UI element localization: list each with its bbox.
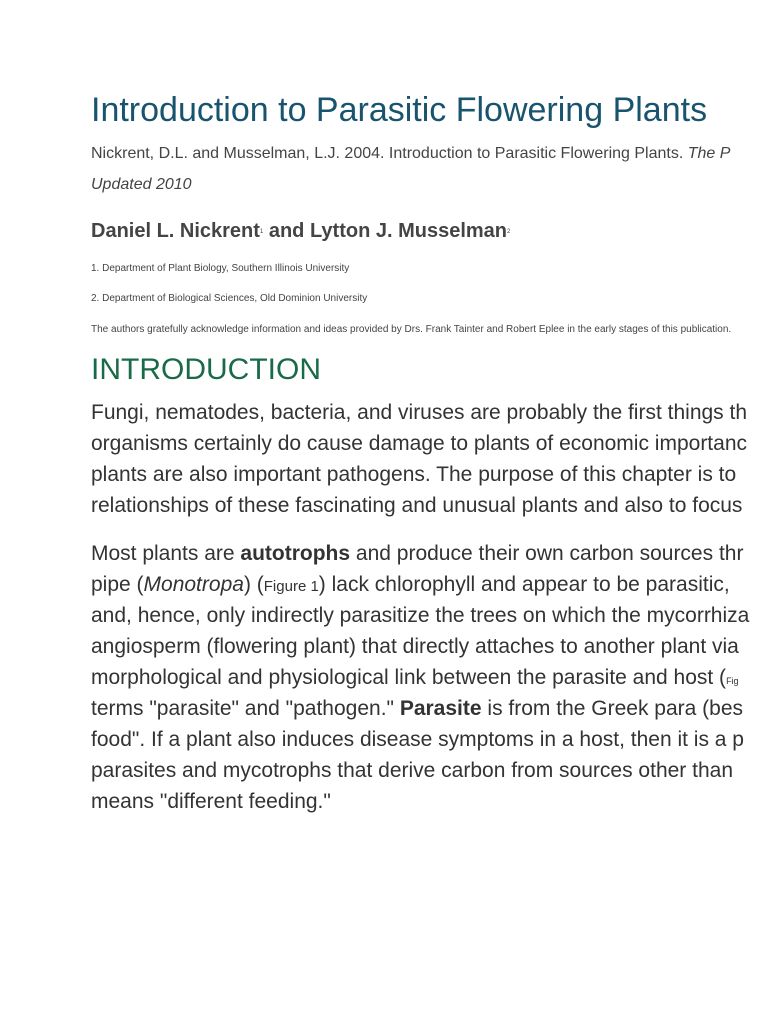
citation-journal: The P <box>687 145 731 162</box>
affiliation-2: 2. Department of Biological Sciences, Old Dominion University <box>91 293 368 304</box>
citation-text: Nickrent, D.L. and Musselman, L.J. 2004. Introduction to Parasitic Flowering Plants. <box>91 145 688 162</box>
page-title: Introduction to Parasitic Flowering Plants <box>91 91 708 129</box>
citation <box>91 142 730 166</box>
paragraph-line: food". If a plant also induces disease symptoms in a host, then it is a p <box>91 728 744 751</box>
paragraph-line: means "different feeding." <box>91 790 331 813</box>
paragraph-line: Fungi, nematodes, bacteria, and viruses are probably the first things th <box>91 401 748 424</box>
figure-1-link[interactable]: Figure 1 <box>263 578 319 595</box>
paragraph-line <box>91 693 749 724</box>
paragraph-1 <box>91 397 747 521</box>
author-2-affil-marker: 2 <box>507 229 511 235</box>
text-run: ) lack chlorophyll and appear to be parasitic, <box>318 573 730 596</box>
text-run: pipe ( <box>91 573 144 596</box>
text-run: morphological and physiological link between the parasite and host ( <box>91 666 727 689</box>
author-1: Daniel L. Nickrent <box>91 220 260 242</box>
acknowledgement: The authors gratefully acknowledge information and ideas provided by Drs. Frank Tainter and Robert Eplee in the early stages of this publication. <box>91 324 732 335</box>
paragraph-line <box>91 662 749 693</box>
paragraph-line: angiosperm (flowering plant) that directly attaches to another plant via <box>91 635 739 658</box>
paragraph-2 <box>91 538 749 817</box>
author-line <box>91 217 510 246</box>
section-heading-introduction: INTRODUCTION <box>91 353 321 386</box>
paragraph-line: plants are also important pathogens. The purpose of this chapter is to <box>91 463 737 486</box>
genus-monotropa: Monotropa <box>143 573 244 596</box>
updated-note: Updated 2010 <box>91 176 192 193</box>
text-run: ) ( <box>243 573 264 596</box>
author-1-affil-marker: 1 <box>259 229 264 235</box>
text-run: is from the Greek para (bes <box>481 697 743 720</box>
paragraph-line: and, hence, only indirectly parasitize the trees on which the mycorrhiza <box>91 604 750 627</box>
paragraph-line <box>91 569 749 600</box>
author-2: and Lytton J. Musselman <box>263 220 508 242</box>
paragraph-line: organisms certainly do cause damage to plants of economic importanc <box>91 432 748 455</box>
affiliation-1: 1. Department of Plant Biology, Southern Illinois University <box>91 263 350 274</box>
text-run: Most plants are <box>91 542 241 565</box>
paragraph-line: relationships of these fascinating and unusual plants and also to focus <box>91 494 743 517</box>
paragraph-line <box>91 538 749 569</box>
paragraph-line: parasites and mycotrophs that derive carbon from sources other than <box>91 759 733 782</box>
term-autotrophs: autotrophs <box>240 542 351 565</box>
text-run: and produce their own carbon sources thr <box>350 542 744 565</box>
term-parasite: Parasite <box>399 697 482 720</box>
text-run: terms "parasite" and "pathogen." <box>91 697 400 720</box>
figure-link[interactable]: Fig <box>726 676 739 686</box>
